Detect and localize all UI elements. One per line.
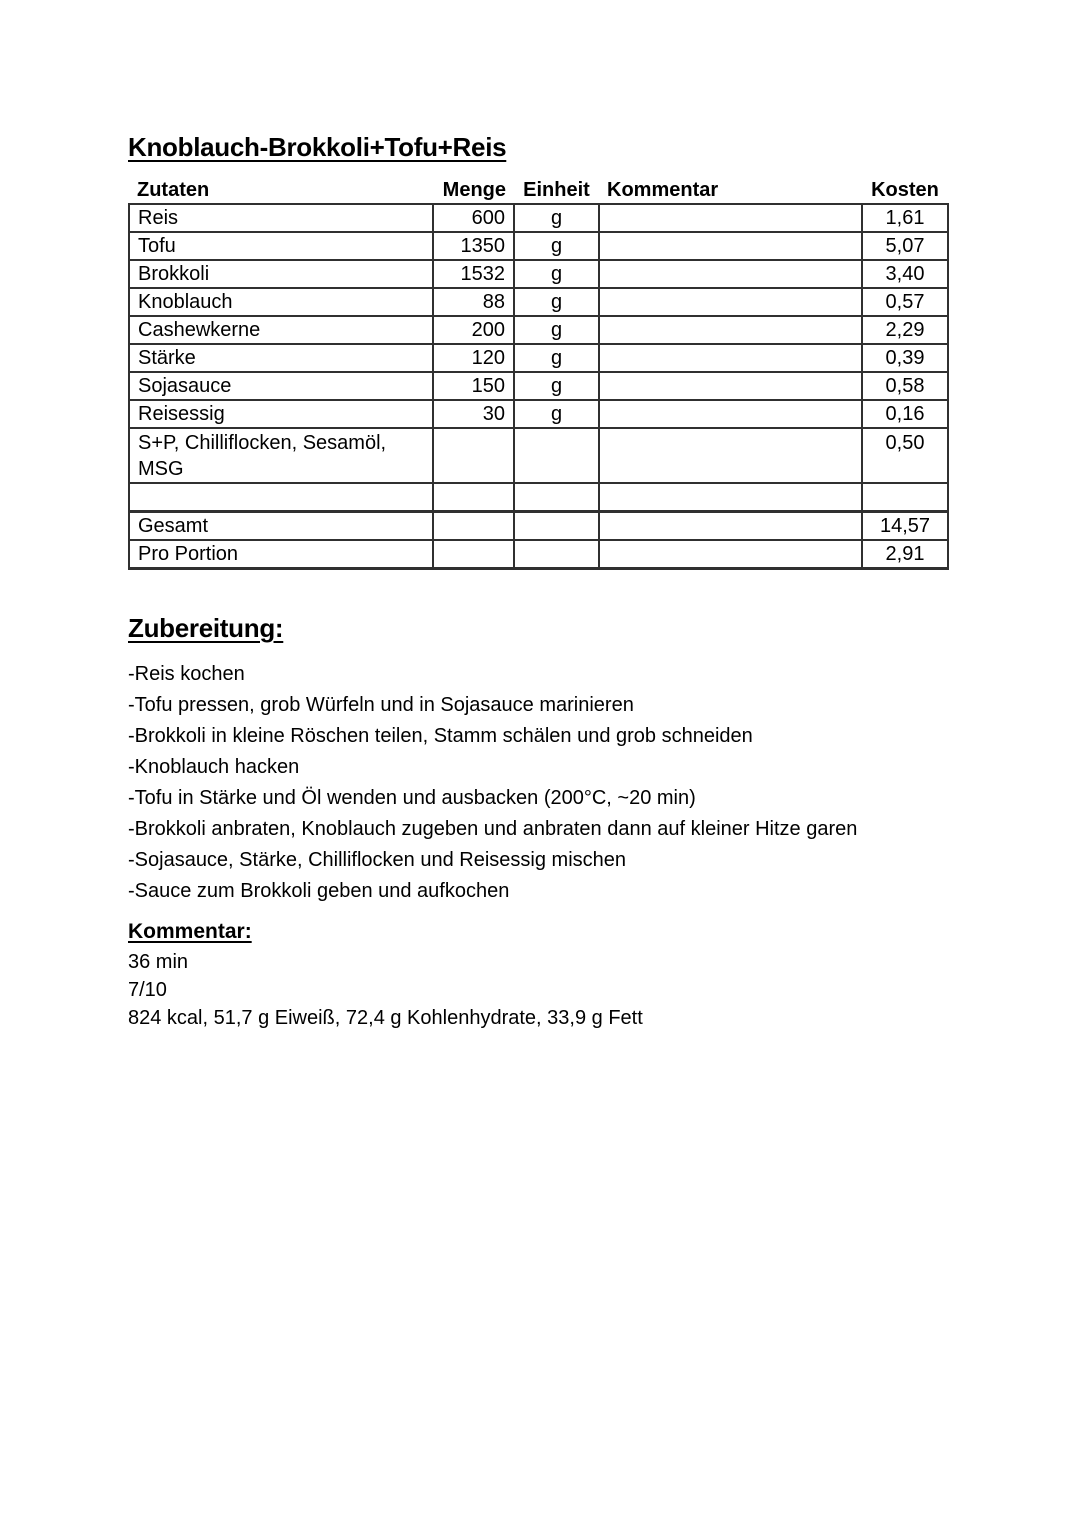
- amount-cell: 120: [433, 344, 514, 372]
- preparation-step: -Knoblauch hacken: [128, 756, 300, 778]
- column-header-zutaten: Zutaten: [137, 178, 210, 201]
- cost-cell: 0,57: [862, 288, 948, 316]
- comment-line-rating: 7/10: [128, 979, 167, 1001]
- comment-cell: [599, 372, 862, 400]
- table-row: [129, 372, 948, 400]
- column-header-kommentar: Kommentar: [607, 178, 719, 201]
- comment-lines: [128, 948, 952, 1032]
- cost-cell: 2,91: [862, 540, 948, 569]
- column-header-menge: Menge: [442, 178, 506, 201]
- section-heading-zubereitung: Zubereitung:: [128, 613, 284, 643]
- cost-cell: [862, 483, 948, 512]
- cost-cell: 0,39: [862, 344, 948, 372]
- cost-cell: 2,29: [862, 316, 948, 344]
- unit-cell: g: [514, 400, 599, 428]
- unit-cell: g: [514, 260, 599, 288]
- comment-cell: [599, 540, 862, 569]
- ingredient-cell: Stärke: [129, 344, 433, 372]
- preparation-step: -Tofu in Stärke und Öl wenden und ausbacken (200°C, ~20 min): [128, 787, 696, 809]
- unit-cell: g: [514, 232, 599, 260]
- table-row: [129, 344, 948, 372]
- cost-cell: 0,58: [862, 372, 948, 400]
- amount-cell: [433, 428, 514, 483]
- unit-cell: [514, 483, 599, 512]
- ingredients-table: [128, 177, 949, 570]
- amount-cell: 150: [433, 372, 514, 400]
- cost-cell: 14,57: [862, 512, 948, 541]
- table-row: [129, 400, 948, 428]
- table-row: [129, 428, 948, 483]
- comment-line-nutrition: 824 kcal, 51,7 g Eiweiß, 72,4 g Kohlenhydrate, 33,9 g Fett: [128, 1007, 643, 1029]
- comment-line-duration: 36 min: [128, 951, 189, 973]
- amount-cell: 200: [433, 316, 514, 344]
- comment-cell: [599, 288, 862, 316]
- preparation-steps: [128, 659, 952, 907]
- amount-cell: [433, 512, 514, 541]
- ingredient-cell: Gesamt: [129, 512, 433, 541]
- ingredient-cell: Brokkoli: [129, 260, 433, 288]
- amount-cell: 600: [433, 204, 514, 232]
- ingredient-cell: [129, 483, 433, 512]
- table-header-row: [129, 177, 948, 204]
- preparation-step: -Reis kochen: [128, 663, 245, 685]
- unit-cell: g: [514, 316, 599, 344]
- comment-cell: [599, 512, 862, 541]
- ingredient-cell: Sojasauce: [129, 372, 433, 400]
- unit-cell: [514, 540, 599, 569]
- cost-cell: 0,50: [862, 428, 948, 483]
- cost-cell: 0,16: [862, 400, 948, 428]
- ingredient-cell: Pro Portion: [129, 540, 433, 569]
- ingredient-cell: Tofu: [129, 232, 433, 260]
- unit-cell: g: [514, 204, 599, 232]
- amount-cell: [433, 483, 514, 512]
- table-row-per-portion: [129, 540, 948, 569]
- comment-cell: [599, 483, 862, 512]
- unit-cell: [514, 428, 599, 483]
- amount-cell: 30: [433, 400, 514, 428]
- unit-cell: g: [514, 288, 599, 316]
- table-row: [129, 260, 948, 288]
- table-row: [129, 316, 948, 344]
- cost-cell: 3,40: [862, 260, 948, 288]
- table-row: [129, 232, 948, 260]
- ingredient-cell: S+P, Chilliflocken, Sesamöl, MSG: [129, 428, 433, 483]
- preparation-step: -Brokkoli in kleine Röschen teilen, Stamm schälen und grob schneiden: [128, 725, 753, 747]
- ingredient-cell: Reis: [129, 204, 433, 232]
- column-header-kosten: Kosten: [871, 178, 939, 201]
- unit-cell: g: [514, 372, 599, 400]
- ingredient-cell: Cashewkerne: [129, 316, 433, 344]
- page-title: Knoblauch-Brokkoli+Tofu+Reis: [128, 132, 507, 162]
- preparation-step: -Sauce zum Brokkoli geben und aufkochen: [128, 880, 510, 902]
- comment-cell: [599, 204, 862, 232]
- comment-cell: [599, 260, 862, 288]
- unit-cell: g: [514, 344, 599, 372]
- cost-cell: 1,61: [862, 204, 948, 232]
- cost-cell: 5,07: [862, 232, 948, 260]
- comment-cell: [599, 316, 862, 344]
- comment-cell: [599, 232, 862, 260]
- section-heading-kommentar: Kommentar:: [128, 920, 252, 943]
- amount-cell: 88: [433, 288, 514, 316]
- unit-cell: [514, 512, 599, 541]
- preparation-step: -Tofu pressen, grob Würfeln und in Sojasauce marinieren: [128, 694, 634, 716]
- amount-cell: [433, 540, 514, 569]
- comment-cell: [599, 344, 862, 372]
- preparation-step: -Brokkoli anbraten, Knoblauch zugeben und anbraten dann auf kleiner Hitze garen: [128, 818, 858, 840]
- ingredient-cell: Reisessig: [129, 400, 433, 428]
- amount-cell: 1532: [433, 260, 514, 288]
- amount-cell: 1350: [433, 232, 514, 260]
- comment-cell: [599, 400, 862, 428]
- preparation-step: -Sojasauce, Stärke, Chilliflocken und Reisessig mischen: [128, 849, 627, 871]
- comment-cell: [599, 428, 862, 483]
- table-row: [129, 288, 948, 316]
- ingredient-cell: Knoblauch: [129, 288, 433, 316]
- table-row: [129, 204, 948, 232]
- column-header-einheit: Einheit: [523, 178, 590, 201]
- table-row-empty: [129, 483, 948, 512]
- table-row-total: [129, 512, 948, 541]
